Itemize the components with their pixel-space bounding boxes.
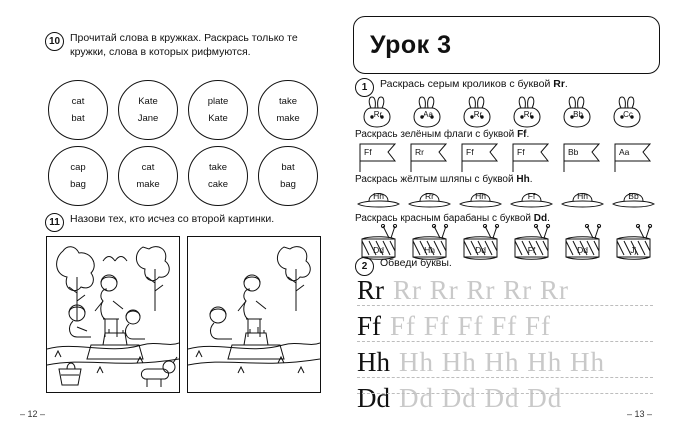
exercise-11-number: 11: [45, 213, 64, 232]
trace-ghost-letters[interactable]: Dd Dd Dd Dd: [399, 383, 563, 413]
page-number-right: – 13 –: [626, 409, 652, 419]
bunny-item[interactable]: [405, 96, 451, 130]
word-top: Kate: [138, 96, 158, 107]
hat-item[interactable]: [406, 187, 453, 213]
exercise-10-number: 10: [45, 32, 64, 51]
word-top: take: [209, 162, 227, 173]
hat-item[interactable]: [610, 187, 657, 213]
trace-guideline: [357, 393, 653, 394]
bunny-row: [355, 96, 660, 130]
line-1-letter: Rr: [553, 78, 565, 90]
page-title: Урок 3: [370, 30, 452, 59]
bunny-item[interactable]: [555, 96, 601, 130]
flag-letter: Rr: [415, 147, 424, 157]
exercise-11: [45, 213, 325, 232]
trace-ghost-letters[interactable]: Rr Rr Rr Rr Rr: [393, 275, 569, 305]
drum-letter: Ff: [527, 245, 536, 255]
drum-letter: Jj: [630, 245, 637, 255]
word-bottom: cake: [207, 179, 229, 190]
exercise-1: [355, 78, 655, 97]
hat-letter: Hh: [577, 191, 588, 201]
word-top: bat: [281, 162, 295, 173]
word-bottom: bag: [70, 179, 86, 190]
hat-item[interactable]: [508, 187, 555, 213]
word-bottom: Kate: [208, 113, 228, 124]
line-3-letter: Hh: [516, 174, 530, 185]
line-2-letter: Ff: [517, 129, 527, 140]
flag-item[interactable]: [355, 143, 402, 173]
trace-ghost-letters[interactable]: Ff Ff Ff Ff Ff: [390, 311, 552, 341]
exercise-1-number: 1: [355, 78, 374, 97]
drum-letter: Dd: [577, 245, 588, 255]
right-page: [337, 0, 674, 444]
line-4-tail: .: [547, 213, 550, 224]
line-2-text: Раскрась зелёным флаги с буквой: [355, 129, 518, 140]
picnic-scene-second-illustration: [188, 237, 320, 392]
word-top: cat: [71, 96, 85, 107]
bunny-item[interactable]: [455, 96, 501, 130]
exercise-2-number: 2: [355, 257, 374, 276]
line-3-tail: .: [529, 174, 533, 185]
exercise-10-instruction: Прочитай слова в кружках. Раскрась только те кружки, слова в которых рифмуются.: [70, 32, 298, 58]
word-circle[interactable]: [258, 80, 318, 140]
drum-letter: Hh: [424, 245, 435, 255]
hat-row: [355, 187, 660, 213]
flag-icon: [559, 143, 606, 173]
word-circle[interactable]: [188, 146, 248, 206]
word-bottom: make: [136, 179, 160, 190]
word-circle[interactable]: [118, 80, 178, 140]
trace-guideline: [357, 305, 653, 306]
hat-item[interactable]: [355, 187, 402, 213]
word-bottom: make: [276, 113, 300, 124]
trace-model-letter: Rr: [357, 275, 384, 305]
page-number-left: – 12 –: [20, 409, 46, 419]
hat-letter: Rr: [425, 191, 434, 201]
flag-item[interactable]: [559, 143, 606, 173]
flag-icon: [508, 143, 555, 173]
line-1-tail: .: [564, 78, 568, 90]
exercise-1-line-2: [355, 128, 660, 141]
hat-item[interactable]: [457, 187, 504, 213]
bunny-item[interactable]: [355, 96, 401, 130]
bunny-letter: Rr: [473, 110, 483, 119]
trace-guideline: [357, 377, 653, 378]
flag-row: [355, 143, 660, 173]
flag-item[interactable]: [457, 143, 504, 173]
trace-model-letter: Dd: [357, 383, 390, 413]
drum-letter: Dd: [373, 245, 384, 255]
hat-letter: Hh: [373, 191, 384, 201]
trace-row[interactable]: [357, 383, 657, 419]
flag-icon: [406, 143, 453, 173]
exercise-1-line-1: [380, 78, 568, 92]
flag-icon: [457, 143, 504, 173]
picnic-scene-first-illustration: [47, 237, 179, 392]
rhyme-circle-row-2: [48, 146, 318, 206]
flag-icon: [355, 143, 402, 173]
flag-item[interactable]: [610, 143, 657, 173]
flag-letter: Ff: [364, 147, 372, 157]
trace-rows: [357, 275, 657, 419]
picture-pair: [46, 236, 321, 393]
hat-letter: Bb: [628, 191, 639, 201]
word-top: take: [279, 96, 297, 107]
flag-letter: Ff: [517, 147, 525, 157]
flag-icon: [610, 143, 657, 173]
word-top: plate: [207, 96, 229, 107]
trace-model-letter: Hh: [357, 347, 390, 377]
word-top: cat: [141, 162, 155, 173]
trace-guideline: [357, 341, 653, 342]
word-bottom: Jane: [137, 113, 159, 124]
exercise-2: [355, 257, 655, 276]
bunny-letter: Aa: [423, 110, 433, 119]
word-circle[interactable]: [118, 146, 178, 206]
trace-model-letter: Ff: [357, 311, 382, 341]
bunny-letter: Rr: [373, 110, 383, 119]
bunny-letter: Bb: [573, 110, 583, 119]
hat-item[interactable]: [559, 187, 606, 213]
bunny-item[interactable]: [505, 96, 551, 130]
word-circle[interactable]: [258, 146, 318, 206]
exercise-2-instruction: Обведи буквы.: [380, 257, 452, 269]
word-circle[interactable]: [188, 80, 248, 140]
word-circle[interactable]: [48, 146, 108, 206]
rhyme-circle-row-1: [48, 80, 318, 140]
flag-item[interactable]: [406, 143, 453, 173]
bunny-letter: Rr: [523, 110, 533, 119]
line-4-letter: Dd: [533, 213, 548, 224]
exercise-10: [45, 32, 305, 59]
flag-letter: Aa: [619, 147, 630, 157]
drum-letter: Dd: [475, 245, 486, 255]
word-bottom: bat: [71, 113, 85, 124]
exercise-1-line-3: [355, 173, 660, 186]
word-top: cap: [70, 162, 86, 173]
trace-ghost-letters[interactable]: Hh Hh Hh Hh Hh: [399, 347, 605, 377]
bunny-item[interactable]: [605, 96, 651, 130]
word-circle[interactable]: [48, 80, 108, 140]
exercise-11-instruction: Назови тех, кто исчез со второй картинки.: [70, 213, 275, 225]
hat-letter: Hh: [475, 191, 486, 201]
flag-letter: Ff: [466, 147, 474, 157]
picture-first: [46, 236, 180, 393]
lesson-title-panel: [353, 16, 660, 74]
bunny-letter: Cc: [623, 110, 633, 119]
line-1-text: Раскрась серым кроликов с буквой: [380, 78, 554, 90]
flag-item[interactable]: [508, 143, 555, 173]
line-2-tail: .: [526, 129, 530, 140]
hat-letter: Ff: [527, 191, 536, 201]
line-4-text: Раскрась красным барабаны с буквой: [355, 213, 534, 224]
flag-letter: Bb: [568, 147, 579, 157]
picture-second: [187, 236, 321, 393]
word-bottom: bag: [280, 179, 296, 190]
line-3-text: Раскрась жёлтым шляпы с буквой: [355, 174, 517, 185]
